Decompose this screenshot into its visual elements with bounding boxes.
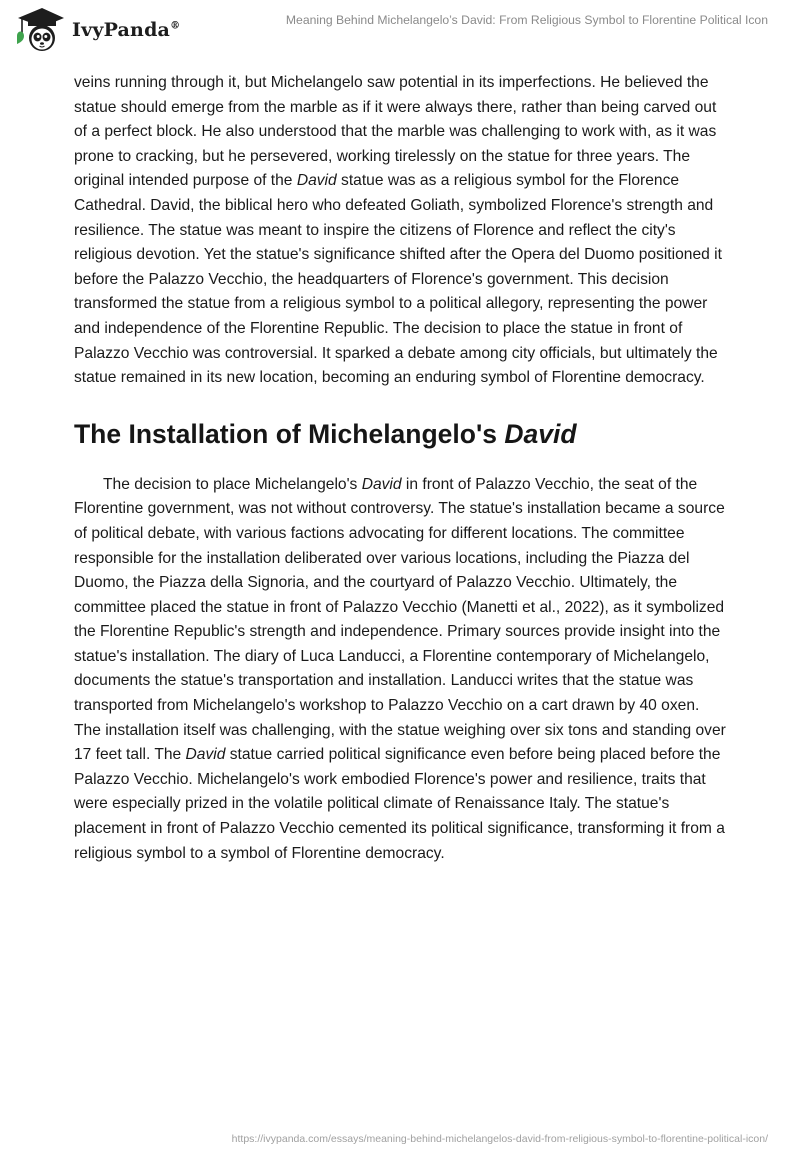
page-header	[0, 0, 800, 60]
source-url[interactable]: https://ivypanda.com/essays/meaning-behind-michelangelos-david-from-religious-symbol-to-florentine-political-icon/	[231, 1133, 768, 1145]
panda-graduate-icon	[14, 6, 66, 54]
section-heading: The Installation of Michelangelo's David	[74, 418, 577, 449]
ivypanda-logo[interactable]	[14, 6, 180, 54]
document-title: Meaning Behind Michelangelo’s David: From Religious Symbol to Florentine Political Icon	[285, 13, 768, 27]
body-paragraph: The decision to place Michelangelo's David in front of Palazzo Vecchio, the seat of the Florentine government, was not without controversy. The statue's installation became a source of political debate, with various factions advocating for different locations. The committee responsible for the installation deliberated over various locations, including the Piazza del Duomo, the Piazza della Signoria, and the courtyard of Palazzo Vecchio. Ultimately, the committee placed the statue in front of Palazzo Vecchio (Manetti et al., 2022), as it symbolized the Florentine Republic's strength and independence. Primary sources provide insight into the statue's installation. The diary of Luca Landucci, a Florentine contemporary of Michelangelo, documents the statue's transportation and installation. Landucci writes that the statue was transported from Michelangelo's workshop to Palazzo Vecchio on a cart drawn by 40 oxen. The installation itself was challenging, with the statue weighing over six tons and standing over 17 feet tall. The David statue carried political significance even before being placed before the Palazzo Vecchio. Michelangelo's work embodied Florence's power and resilience, traits that were especially prized in the volatile political climate of Renaissance Italy. The statue's placement in front of Palazzo Vecchio cemented its political significance, transforming it from a religious symbol to a symbol of Florentine democracy.	[74, 475, 726, 862]
essay-content	[74, 71, 728, 866]
brand-name: IvyPanda®	[72, 19, 181, 41]
body-paragraph: veins running through it, but Michelangelo saw potential in its imperfections. He believed the statue should emerge from the marble as if it were always there, rather than being carved out of a perfect block. He also understood that the marble was challenging to work with, as it was prone to cracking, but he persevered, working tirelessly on the statue for three years. The original intended purpose of the David statue was as a religious symbol for the Florence Cathedral. David, the biblical hero who defeated Goliath, symbolized Florence's strength and resilience. The statue was meant to inspire the citizens of Florence and reflect the city's religious devotion. Yet the statue's significance shifted after the Opera del Duomo positioned it before the Palazzo Vecchio, the headquarters of Florence's government. This decision transformed the statue from a religious symbol to a political allegory, representing the power and independence of the Florentine Republic. The decision to place the statue in front of Palazzo Vecchio was controversial. It sparked a debate among city officials, but ultimately the statue remained in its new location, becoming an enduring symbol of Florentine democracy.	[74, 74, 722, 387]
